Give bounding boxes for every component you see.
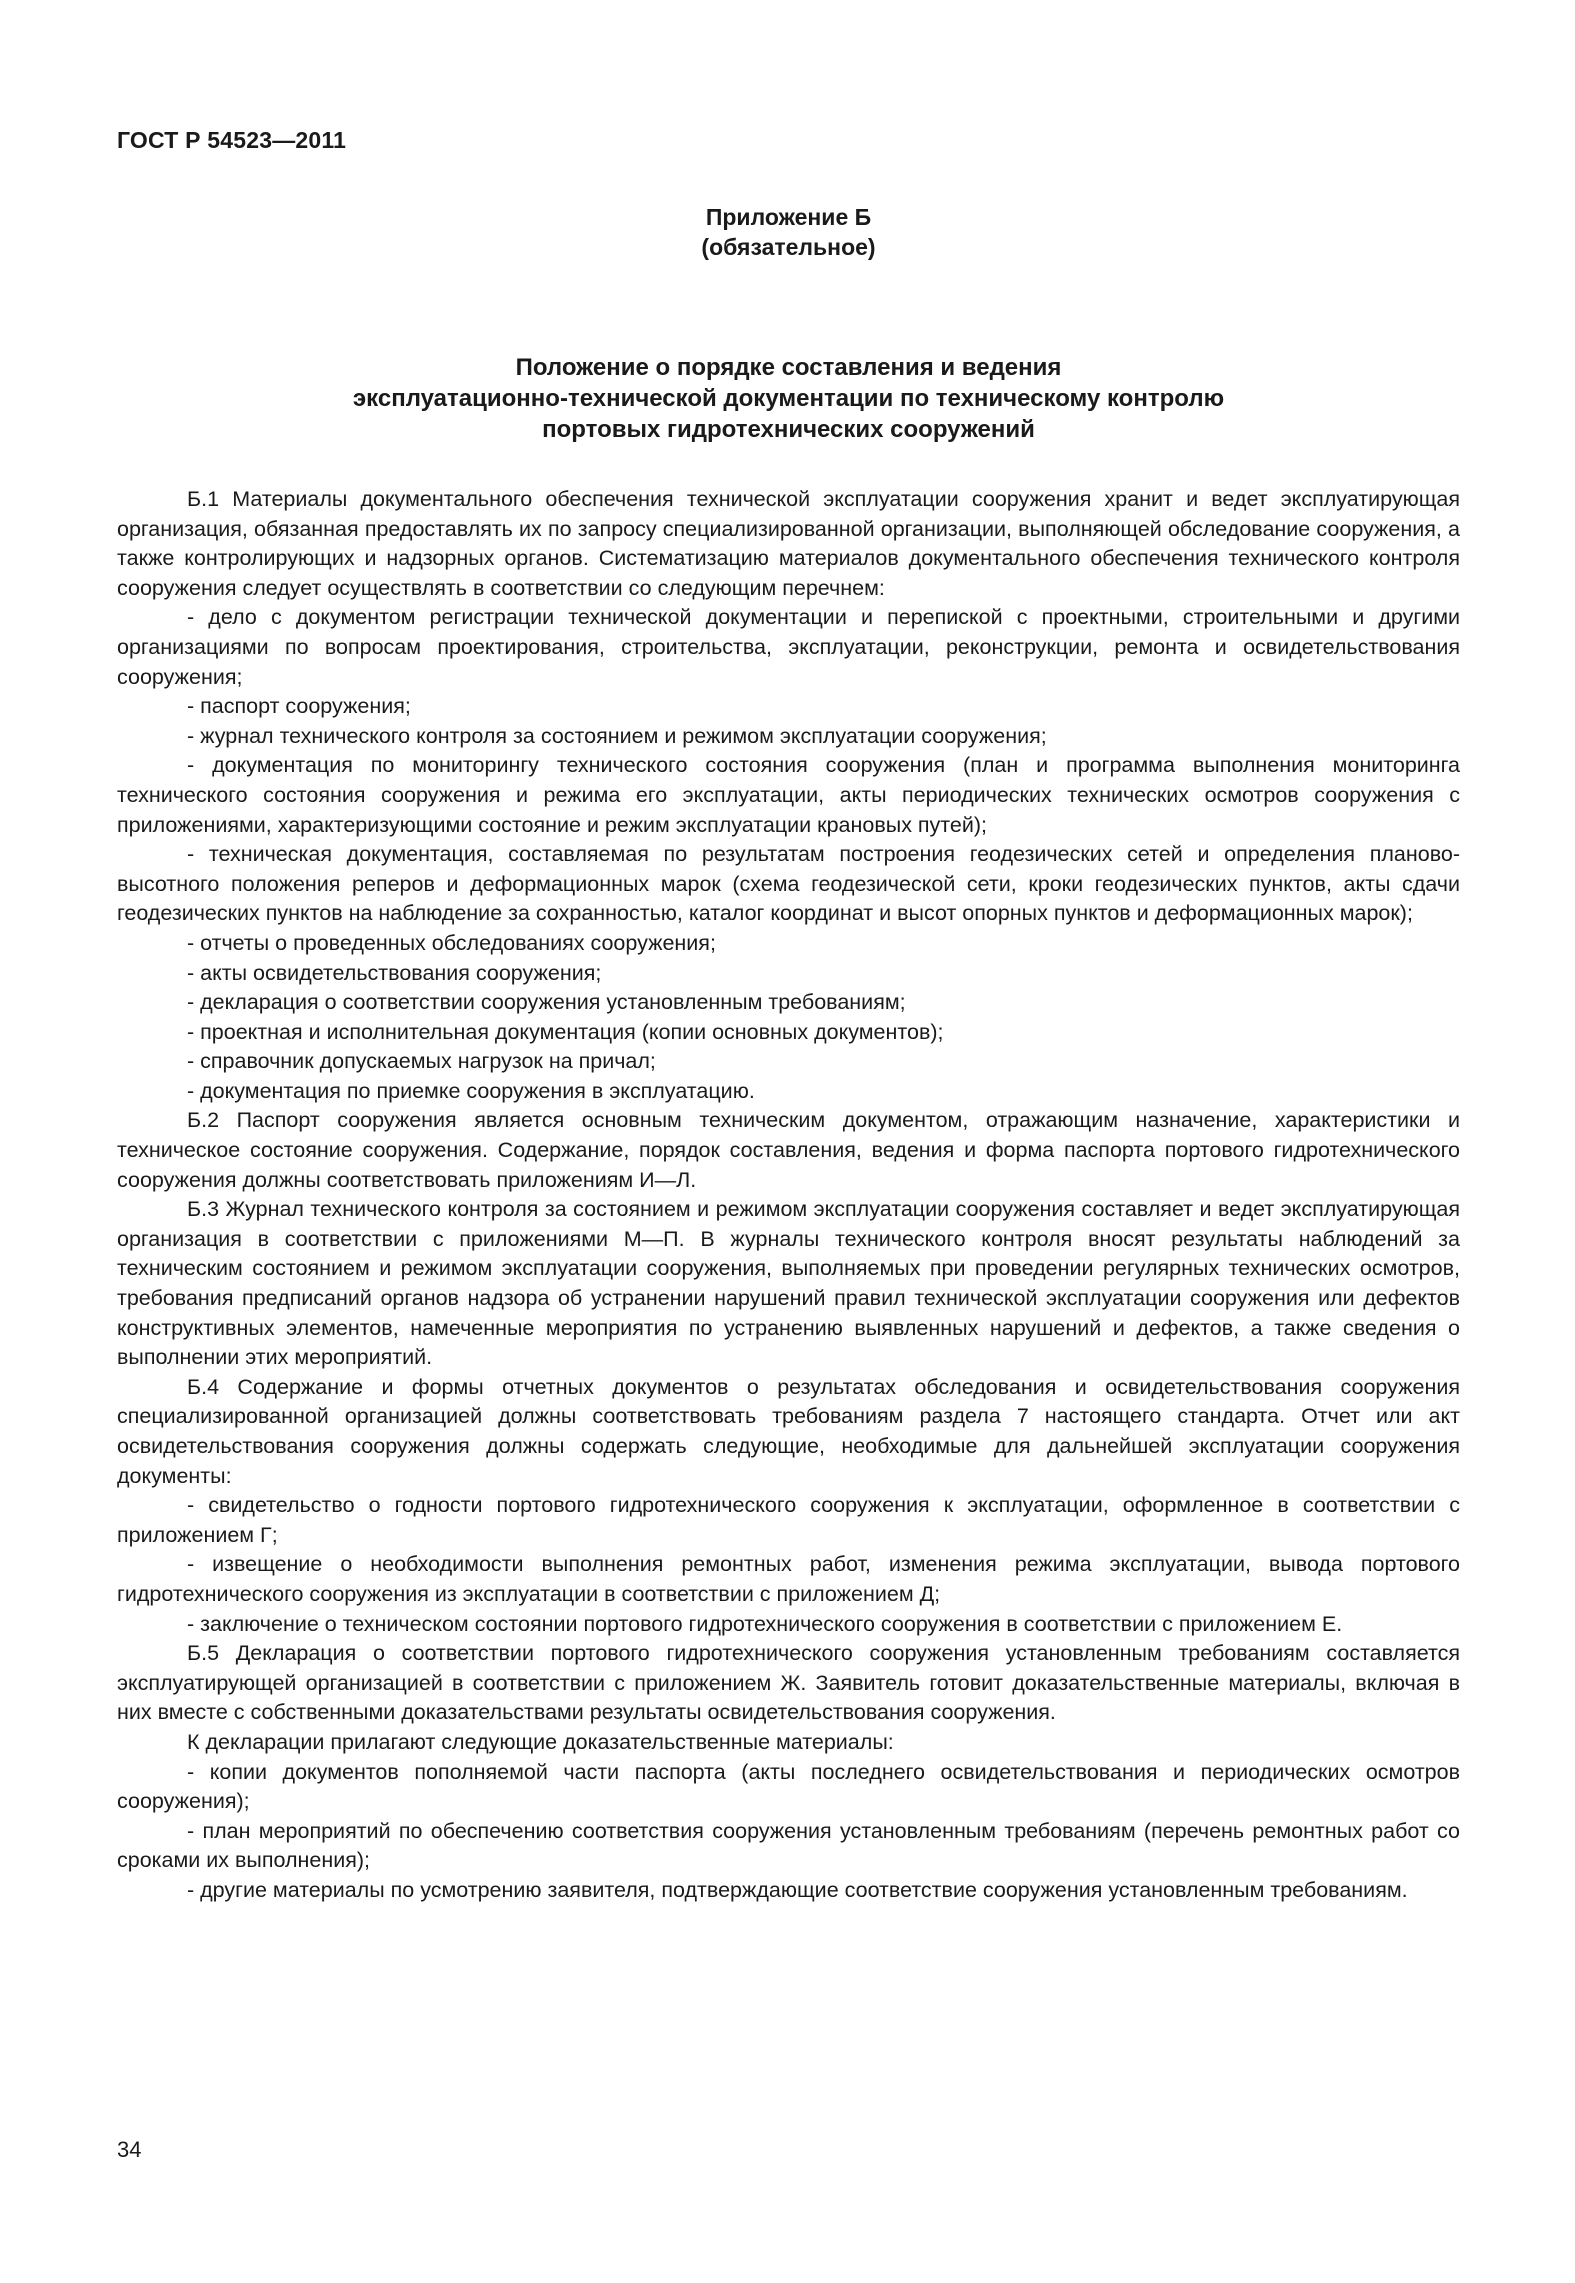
title-line-3: портовых гидротехнических сооружений bbox=[542, 416, 1035, 443]
paragraph-b5: Б.5 Декларация о соответствии портового гидротехнического сооружения установленным требованиям составляется эксплуатирующей организацией в соответствии с приложением Ж. Заявитель готовит доказательственные материалы, включая в них вместе с собственными доказательствами результаты освидетельствования сооружения. bbox=[117, 1641, 1460, 1725]
list-item: - проектная и исполнительная документация (копии основных документов); bbox=[187, 1019, 944, 1044]
page-number: 34 bbox=[117, 2137, 142, 2162]
list-item: - документация по мониторингу технического состояния сооружения (план и программа выполнения мониторинга технического состояния сооружения и режима его эксплуатации, акты периодических технических осмотров сооружения с приложениями, характеризующими состояние и режим эксплуатации крановых путей); bbox=[117, 753, 1460, 837]
list-item: - журнал технического контроля за состоянием и режимом эксплуатации сооружения; bbox=[187, 723, 1047, 748]
appendix-status: (обязательное) bbox=[701, 234, 876, 260]
list-item: - другие материалы по усмотрению заявителя, подтверждающие соответствие сооружения установленным требованиям. bbox=[187, 1877, 1408, 1902]
paragraph: К декларации прилагают следующие доказательственные материалы: bbox=[187, 1729, 894, 1754]
paragraph-b1: Б.1 Материалы документального обеспечения технической эксплуатации сооружения хранит и ведет эксплуатирующая организация, обязанная предоставлять их по запросу специализированной организации, выполняющей обследование сооружения, а также контролирующих и надзорных органов. Систематизацию материалов документального обеспечения технического контроля сооружения следует осуществлять в соответствии со следующим перечнем: bbox=[117, 487, 1460, 600]
list-item: - справочник допускаемых нагрузок на причал; bbox=[187, 1049, 656, 1074]
list-item: - декларация о соответствии сооружения установленным требованиям; bbox=[187, 990, 906, 1015]
appendix-heading bbox=[117, 202, 1460, 262]
appendix-label: Приложение Б bbox=[705, 204, 872, 230]
list-item: - копии документов пополняемой части паспорта (акты последнего освидетельствования и периодических осмотров сооружения); bbox=[117, 1759, 1460, 1814]
title-line-2: эксплуатационно-технической документации по техническому контролю bbox=[352, 385, 1225, 412]
list-item: - свидетельство о годности портового гидротехнического сооружения к эксплуатации, оформленное в соответствии с приложением Г; bbox=[117, 1493, 1460, 1547]
paragraph-b4: Б.4 Содержание и формы отчетных документов о результатах обследования и освидетельствования сооружения специализированной организацией должны соответствовать требованиям раздела 7 настоящего стандарта. Отчет или акт освидетельствования сооружения должны содержать следующие, необходимые для дальнейшей эксплуатации сооружения документы: bbox=[117, 1374, 1460, 1488]
document-body bbox=[117, 485, 1460, 1906]
list-item: - дело с документом регистрации технической документации и перепиской с проектными, строительными и другими организациями по вопросам проектирования, строительства, эксплуатации, реконструкции, ремонта и освидетельствования сооружения; bbox=[117, 605, 1460, 689]
title-line-1: Положение о порядке составления и ведения bbox=[515, 354, 1062, 381]
list-item: - акты освидетельствования сооружения; bbox=[187, 960, 602, 985]
list-item: - техническая документация, составляемая по результатам построения геодезических сетей и определения планово-высотного положения реперов и деформационных марок (схема геодезической сети, кроки геодезических пунктов, акты сдачи геодезических пунктов на наблюдение за сохранностью, каталог координат и высот опорных пунктов и деформационных марок); bbox=[117, 842, 1460, 926]
list-item: - отчеты о проведенных обследованиях сооружения; bbox=[187, 930, 716, 955]
list-item: - паспорт сооружения; bbox=[187, 694, 411, 719]
list-item: - заключение о техническом состоянии портового гидротехнического сооружения в соответствии с приложением Е. bbox=[187, 1611, 1343, 1636]
list-item: - извещение о необходимости выполнения ремонтных работ, изменения режима эксплуатации, вывода портового гидротехнического сооружения из эксплуатации в соответствии с приложением Д; bbox=[117, 1552, 1460, 1606]
standard-code: ГОСТ Р 54523—2011 bbox=[117, 127, 347, 153]
document-title bbox=[117, 352, 1460, 445]
list-item: - документация по приемке сооружения в эксплуатацию. bbox=[187, 1078, 755, 1103]
paragraph-b3: Б.3 Журнал технического контроля за состоянием и режимом эксплуатации сооружения составляет и ведет эксплуатирующая организация в соответствии с приложениями М—П. В журналы технического контроля вносят результаты наблюдений за техническим состоянием и режимом эксплуатации сооружения, выполняемых при проведении регулярных технических осмотров, требования предписаний органов надзора об устранении нарушений правил технической эксплуатации сооружения или дефектов конструктивных элементов, намеченные мероприятия по устранению выявленных нарушений и дефектов, а также сведения о выполнении этих мероприятий. bbox=[117, 1197, 1460, 1370]
paragraph-b2: Б.2 Паспорт сооружения является основным техническим документом, отражающим назначение, характеристики и техническое состояние сооружения. Содержание, порядок составления, ведения и форма паспорта портового гидротехнического сооружения должны соответствовать приложениям И—Л. bbox=[117, 1108, 1460, 1192]
list-item: - план мероприятий по обеспечению соответствия сооружения установленным требованиям (перечень ремонтных работ со сроками их выполнения); bbox=[117, 1818, 1460, 1873]
